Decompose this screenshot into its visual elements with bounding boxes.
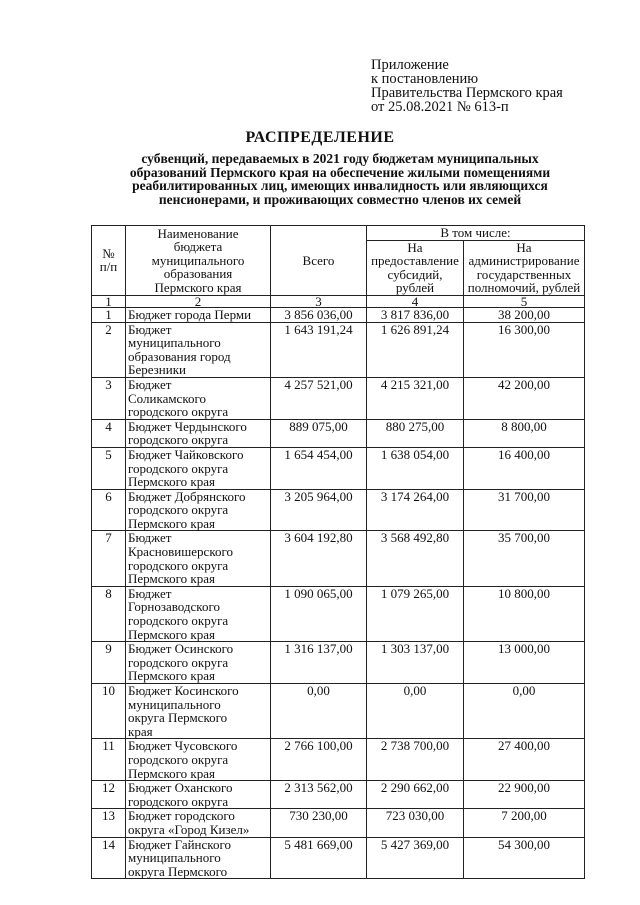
row-total: 5 481 669,00 [271,837,367,879]
header-name: Наименование бюджета муниципального образования Пермского края [126,226,271,296]
row-budget-name: Бюджет городского округа «Город Кизел» [126,809,271,837]
row-subsidies: 3 174 264,00 [367,489,464,531]
row-number: 10 [92,684,126,739]
header-total: Всего [271,226,367,296]
table-row [92,419,585,447]
table-row [92,642,585,684]
row-admin: 42 200,00 [464,377,585,419]
row-total: 2 313 562,00 [271,781,367,809]
column-number: 4 [367,295,464,307]
table-row [92,377,585,419]
row-total: 4 257 521,00 [271,377,367,419]
row-admin: 13 000,00 [464,642,585,684]
appendix-line: Приложение [371,57,449,73]
column-number: 2 [126,295,271,307]
appendix-block [371,58,563,114]
row-admin: 35 700,00 [464,531,585,586]
row-admin: 10 800,00 [464,586,585,641]
row-total: 1 090 065,00 [271,586,367,641]
row-number: 1 [92,307,126,322]
row-number: 5 [92,447,126,489]
row-number: 14 [92,837,126,879]
table-row [92,531,585,586]
column-number: 5 [464,295,585,307]
row-budget-name: Бюджет Чайковского городского округа Пермского края [126,447,271,489]
row-total: 3 205 964,00 [271,489,367,531]
row-subsidies: 1 638 054,00 [367,447,464,489]
row-number: 8 [92,586,126,641]
row-budget-name: Бюджет Гайнского муниципального округа Пермского [126,837,271,879]
row-admin: 16 300,00 [464,322,585,377]
row-budget-name: Бюджет Осинского городского округа Пермского края [126,642,271,684]
row-total: 889 075,00 [271,419,367,447]
document-subtitle [100,152,580,206]
column-number: 3 [271,295,367,307]
row-number: 11 [92,739,126,781]
table-row [92,586,585,641]
row-subsidies: 1 626 891,24 [367,322,464,377]
table-row [92,837,585,879]
row-total: 1 654 454,00 [271,447,367,489]
table-row [92,489,585,531]
row-number: 9 [92,642,126,684]
row-budget-name: Бюджет Красновишерского городского округа Пермского края [126,531,271,586]
subtitle-line: пенсионерами, и проживающих совместно членов их семей [158,191,522,207]
row-total: 3 856 036,00 [271,307,367,322]
header-num: № п/п [92,226,126,296]
appendix-line: от 25.08.2021 № 613-п [371,99,509,115]
row-budget-name: Бюджет Косинского муниципального округа Пермского края [126,684,271,739]
row-subsidies: 1 303 137,00 [367,642,464,684]
row-admin: 31 700,00 [464,489,585,531]
row-budget-name: Бюджет города Перми [126,307,271,322]
row-budget-name: Бюджет Добрянского городского округа Пермского края [126,489,271,531]
row-number: 7 [92,531,126,586]
row-subsidies: 2 738 700,00 [367,739,464,781]
table-body [92,307,585,878]
row-subsidies: 0,00 [367,684,464,739]
row-subsidies: 3 568 492,80 [367,531,464,586]
row-budget-name: Бюджет Оханского городского округа [126,781,271,809]
column-number-row [92,295,585,307]
row-admin: 8 800,00 [464,419,585,447]
document-title: РАСПРЕДЕЛЕНИЕ [245,129,395,146]
row-number: 4 [92,419,126,447]
row-subsidies: 1 079 265,00 [367,586,464,641]
row-number: 13 [92,809,126,837]
subtitle-line: реабилитированных лиц, имеющих инвалидность или являющихся [132,178,548,194]
table-row [92,322,585,377]
row-total: 3 604 192,80 [271,531,367,586]
row-total: 0,00 [271,684,367,739]
row-budget-name: Бюджет муниципального образования город Березники [126,322,271,377]
row-subsidies: 4 215 321,00 [367,377,464,419]
row-budget-name: Бюджет Горнозаводского городского округа Пермского края [126,586,271,641]
row-subsidies: 5 427 369,00 [367,837,464,879]
row-admin: 27 400,00 [464,739,585,781]
header-subsidies: На предоставление субсидий, рублей [367,240,464,295]
distribution-table [91,225,585,879]
row-admin: 38 200,00 [464,307,585,322]
table-row [92,684,585,739]
row-total: 1 316 137,00 [271,642,367,684]
table-row [92,307,585,322]
row-subsidies: 723 030,00 [367,809,464,837]
row-subsidies: 2 290 662,00 [367,781,464,809]
appendix-line: к постановлению [371,71,479,87]
subtitle-line: субвенций, передаваемых в 2021 году бюджетам муниципальных [141,151,539,166]
row-number: 3 [92,377,126,419]
row-budget-name: Бюджет Чердынского городского округа [126,419,271,447]
table-row [92,739,585,781]
row-budget-name: Бюджет Соликамского городского округа [126,377,271,419]
row-admin: 54 300,00 [464,837,585,879]
row-total: 730 230,00 [271,809,367,837]
subtitle-line: образований Пермского края на обеспечение жилыми помещениями [129,164,551,180]
row-subsidies: 3 817 836,00 [367,307,464,322]
row-total: 1 643 191,24 [271,322,367,377]
row-total: 2 766 100,00 [271,739,367,781]
row-budget-name: Бюджет Чусовского городского округа Пермского края [126,739,271,781]
row-admin: 16 400,00 [464,447,585,489]
row-number: 2 [92,322,126,377]
table-row [92,447,585,489]
table-row [92,781,585,809]
row-admin: 7 200,00 [464,809,585,837]
header-including: В том числе: [367,226,585,241]
row-subsidies: 880 275,00 [367,419,464,447]
column-number: 1 [92,295,126,307]
row-admin: 0,00 [464,684,585,739]
row-number: 6 [92,489,126,531]
appendix-line: Правительства Пермского края [371,85,563,101]
header-admin: На администрирование государственных полномочий, рублей [464,240,585,295]
row-number: 12 [92,781,126,809]
table-row [92,809,585,837]
row-admin: 22 900,00 [464,781,585,809]
